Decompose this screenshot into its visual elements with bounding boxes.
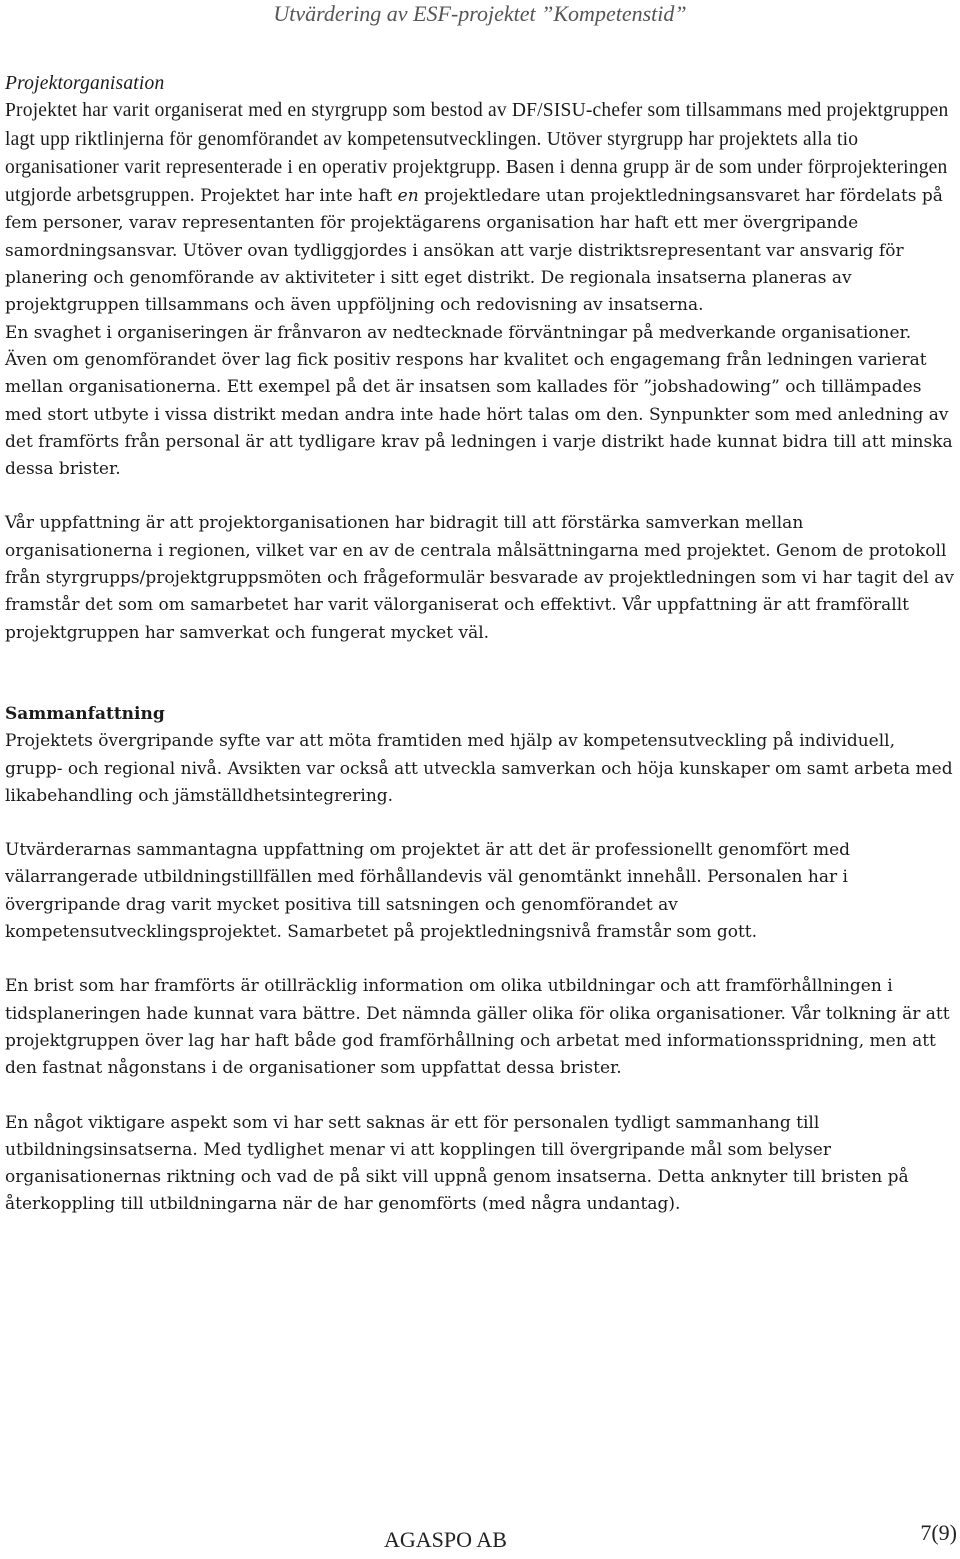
paragraph-text: Projektet har inte haft <box>194 186 398 207</box>
section-heading: Projektorganisation <box>5 73 165 94</box>
paragraph: En svaghet i organiseringen är frånvaron av nedtecknade förväntningar på medverkande organisationer. Även om genomförandet över lag fick positiv respons har kvalitet och engagemang från ledningen varierat mellan organisationerna. Ett exempel på det är insatsen som kallades för ”jobshadowing” och tillämpades med stort utbyte i vissa distrikt medan andra inte hade hört talas om den. Synpunkter som med anledning av det framförts från personal är att tydligare krav på ledningen i varje distrikt hade kunnat bidra till att minska dessa brister. <box>5 322 953 480</box>
spacer <box>5 946 955 973</box>
paragraph-text: projektledare utan projektledningsansvaret har fördelats på fem personer, varav representanten för projektägarens organisation har haft ett mer övergripande samordningsansvar. Utöver ovan tydliggjordes i ansökan att varje distriktsrepresentant var ansvarig för planering och genomförande av aktiviteter i sitt eget distrikt. De regionala insatserna planeras av projektgruppen tillsammans och även uppföljning och redovisning av insatserna. <box>5 186 943 316</box>
paragraph-text: Projektet har varit organiserat med en styrgrupp som bestod av DF/SISU-chefer som tillsammans med projektgruppen lagt upp riktlinjerna för genomförandet av kompetensutvecklingen. Utöver styrgrupp har projektets alla tio organisationer varit representerade i en operativ projektgrupp. Basen i denna grupp är de som under förprojekteringen utgjorde arbetsgruppen. <box>5 100 949 207</box>
spacer <box>5 1083 955 1110</box>
footer-company: AGASPO AB <box>384 1527 507 1552</box>
spacer <box>5 483 955 510</box>
paragraph: Utvärderarnas sammantagna uppfattning om projektet är att det är professionellt genomfört med välarrangerade utbildningstillfällen med förhållandevis väl genomtänkt innehåll. Personalen har i övergripande drag varit mycket positiva till satsningen och genomförandet av kompetensutvecklingsprojektet. Samarbetet på projektledningsnivå framstår som gott. <box>5 840 851 943</box>
section-sammanfattning <box>5 701 955 1219</box>
section-projektorganisation <box>5 70 955 647</box>
running-header: Utvärdering av ESF-projektet ”Kompetenstid” <box>273 1 687 26</box>
paragraph: Projektets övergripande syfte var att möta framtiden med hjälp av kompetensutveckling på individuell, grupp- och regional nivå. Avsikten var också att utveckla samverkan och höja kunskaper om samt arbeta med likabehandling och jämställdhetsintegrering. <box>5 731 953 806</box>
spacer <box>5 647 955 701</box>
paragraph <box>5 97 955 319</box>
paragraph: En brist som har framförts är otillräcklig information om olika utbildningar och att framförhållningen i tidsplaneringen hade kunnat vara bättre. Det nämnda gäller olika för olika organisationer. Vår tolkning är att projektgruppen över lag har haft både god framförhållning och arbetat med informationsspridning, men att den fastnat någonstans i de organisationer som uppfattat dessa brister. <box>5 976 950 1079</box>
spacer <box>5 810 955 837</box>
paragraph: En något viktigare aspekt som vi har sett saknas är ett för personalen tydligt sammanhang till utbildningsinsatserna. Med tydlighet menar vi att kopplingen till övergripande mål som belyser organisationernas riktning och vad de på sikt vill uppnå genom insatserna. Detta anknyter till bristen på återkoppling till utbildningarna när de har genomförts (med några undantag). <box>5 1112 909 1215</box>
page-number: 7(9) <box>920 1520 957 1545</box>
document-body <box>5 70 955 1219</box>
emphasis: en <box>397 186 419 207</box>
section-heading: Sammanfattning <box>5 703 165 724</box>
paragraph: Vår uppfattning är att projektorganisationen har bidragit till att förstärka samverkan mellan organisationerna i regionen, vilket var en av de centrala målsättningarna med projektet. Genom de protokoll från styrgrupps/projektgruppsmöten och frågeformulär besvarade av projektledningen som vi har tagit del av framstår det som om samarbetet har varit välorganiserat och effektivt. Vår uppfattning är att framförallt projektgruppen har samverkat och fungerat mycket väl. <box>5 513 955 643</box>
